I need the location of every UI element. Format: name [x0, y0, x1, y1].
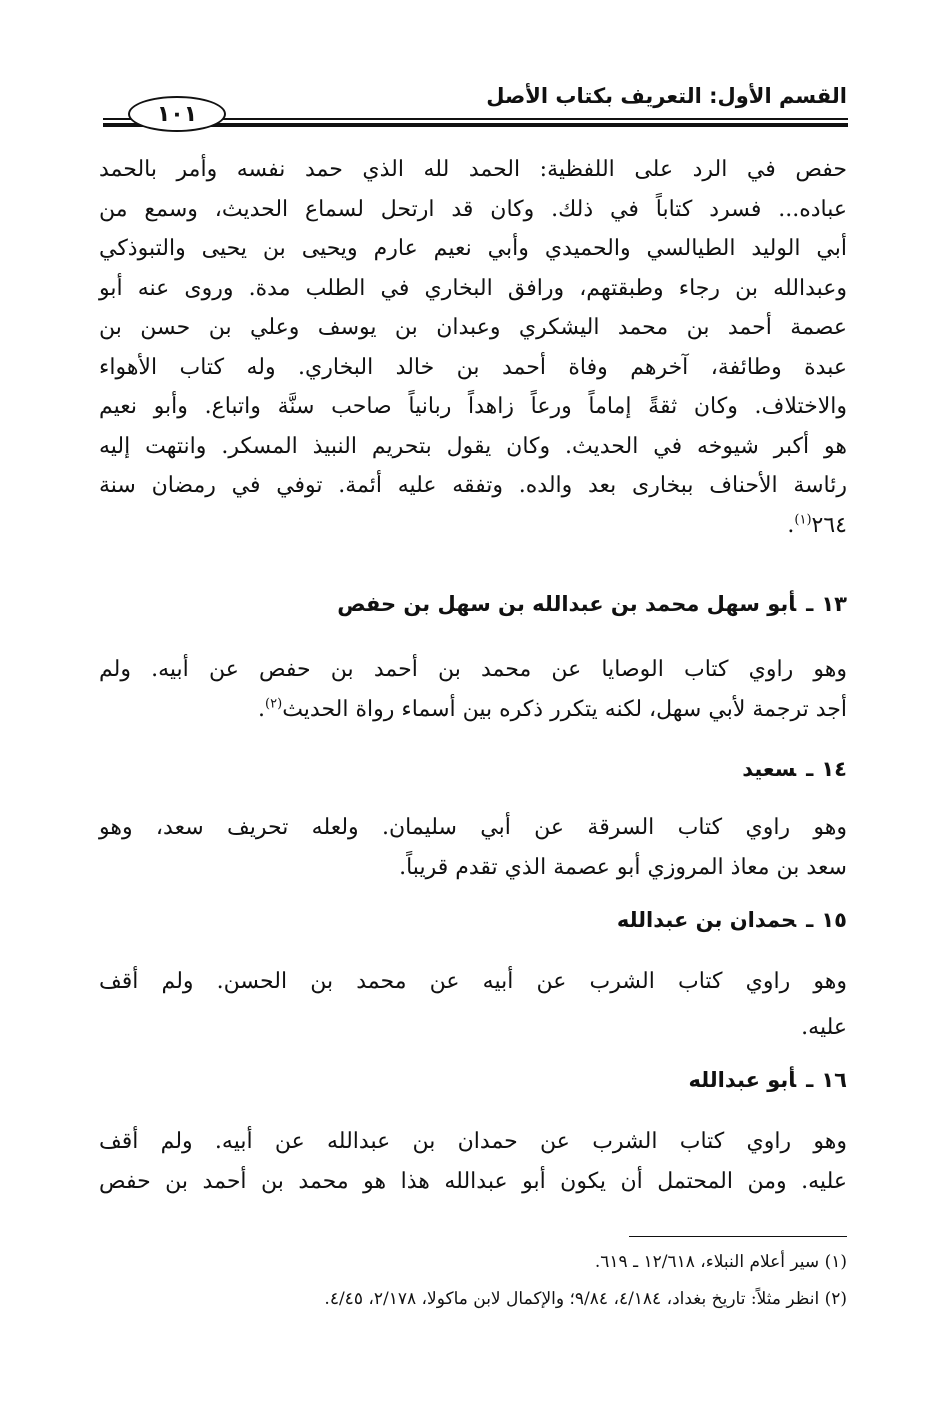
text-line: حفص في الرد على اللفظية: الحمد لله الذي حمد نفسه وأمر بالحمد [99, 157, 847, 182]
text-line: وهو راوي كتاب الوصايا عن محمد بن أحمد بن حفص عن أبيه. ولم [99, 657, 847, 682]
entry-paragraph [99, 1122, 847, 1201]
footnote-separator [629, 1236, 847, 1237]
text-line: عبدة وطائفة، آخرهم وفاة أحمد بن خالد البخاري. وله كتاب الأهواء [99, 354, 847, 380]
entry-dash: ـ [806, 592, 814, 616]
page-number-badge [128, 96, 226, 132]
entry-dash: ـ [806, 908, 814, 932]
text-line: عصمة أحمد بن محمد اليشكري وعبدان بن يوسف وعلي بن حسن بن [99, 315, 847, 340]
entry-name: سعيد [742, 757, 797, 781]
entry-paragraph [99, 962, 847, 1047]
entry-number: ١٤ [821, 757, 847, 781]
text-line: عليه. ومن المحتمل أن يكون أبو عبدالله هذا هو محمد بن أحمد بن حفص [99, 1168, 847, 1194]
entry-heading [617, 908, 847, 932]
line-end-period: . [258, 696, 266, 722]
footnote-marker: (٢) [824, 1289, 847, 1309]
entry-dash: ـ [806, 1068, 814, 1092]
entry-heading [688, 1068, 847, 1092]
entry-heading [742, 757, 847, 781]
text-line: وهو راوي كتاب السرقة عن أبي سليمان. ولعله تحريف سعد، وهو [99, 815, 847, 840]
page-number: ١٠١ [156, 101, 198, 127]
entry-heading [337, 592, 847, 616]
biography-paragraph [99, 150, 847, 545]
entry-dash: ـ [806, 757, 814, 781]
footnote [99, 1252, 847, 1272]
entry-number: ١٦ [821, 1068, 847, 1092]
text-line [99, 506, 847, 546]
running-title: القسم الأول: التعريف بكتاب الأصل [486, 84, 847, 108]
footnote-text: سير أعلام النبلاء، ١٢/٦١٨ ـ ٦١٩. [594, 1252, 820, 1272]
text-line: وهو راوي كتاب الشرب عن حمدان بن عبدالله عن أبيه. ولم أقف [99, 1129, 847, 1154]
text-line: والاختلاف. وكان ثقةً إماماً ورعاً زاهداً ربانياً صاحب سنَّة واتباع. وأبو نعيم [99, 394, 847, 419]
footnote [99, 1289, 847, 1309]
text-line: هو أكبر شيوخه في الحديث. وكان يقول بتحريم النبيذ المسكر. وانتهت إليه [99, 433, 847, 459]
text-line: أبي الوليد الطيالسي والحميدي وأبي نعيم عارم ويحيى بن يحيى والتبوذكي [99, 236, 847, 261]
text-line: رئاسة الأحناف ببخارى بعد والده. وتفقه عليه أئمة. توفي في رمضان سنة [99, 473, 847, 498]
footnote-text: انظر مثلاً: تاريخ بغداد، ٤/١٨٤، ٩/٨٤؛ والإكمال لابن ماكولا، ٢/١٧٨، ٤/٤٥. [324, 1289, 820, 1309]
text-line: عباده... فسرد كتاباً في ذلك. وكان قد ارتحل لسماع الحديث، وسمع من [99, 196, 847, 222]
entry-name: أبو عبدالله [688, 1068, 797, 1092]
entry-number: ١٥ [821, 908, 847, 932]
text-line: وعبدالله بن رجاء وطبقتهم، ورافق البخاري في الطلب مدة. وروى عنه أبو [99, 275, 847, 301]
text-line: سعد بن معاذ المروزي أبو عصمة الذي تقدم قريباً. [399, 854, 847, 880]
text-line: عليه. [801, 1014, 847, 1040]
entry-paragraph [99, 650, 847, 729]
text-line: وهو راوي كتاب الشرب عن أبيه عن محمد بن الحسن. ولم أقف [99, 969, 847, 994]
line-end-period: . [787, 512, 795, 538]
entry-number: ١٣ [821, 592, 847, 616]
entry-name: أبو سهل محمد بن عبدالله بن سهل بن حفص [337, 592, 797, 616]
footnote-marker: (١) [824, 1252, 847, 1272]
footnote-ref: (١) [794, 512, 812, 528]
death-year: ٢٦٤ [811, 512, 847, 538]
footnote-ref: (٢) [265, 696, 283, 712]
text-line [99, 690, 847, 730]
entry-paragraph [99, 808, 847, 887]
entry-name: حمدان بن عبدالله [616, 908, 797, 932]
text-line-content: أجد ترجمة لأبي سهل، لكنه يتكرر ذكره بين أسماء رواة الحديث [282, 696, 847, 722]
